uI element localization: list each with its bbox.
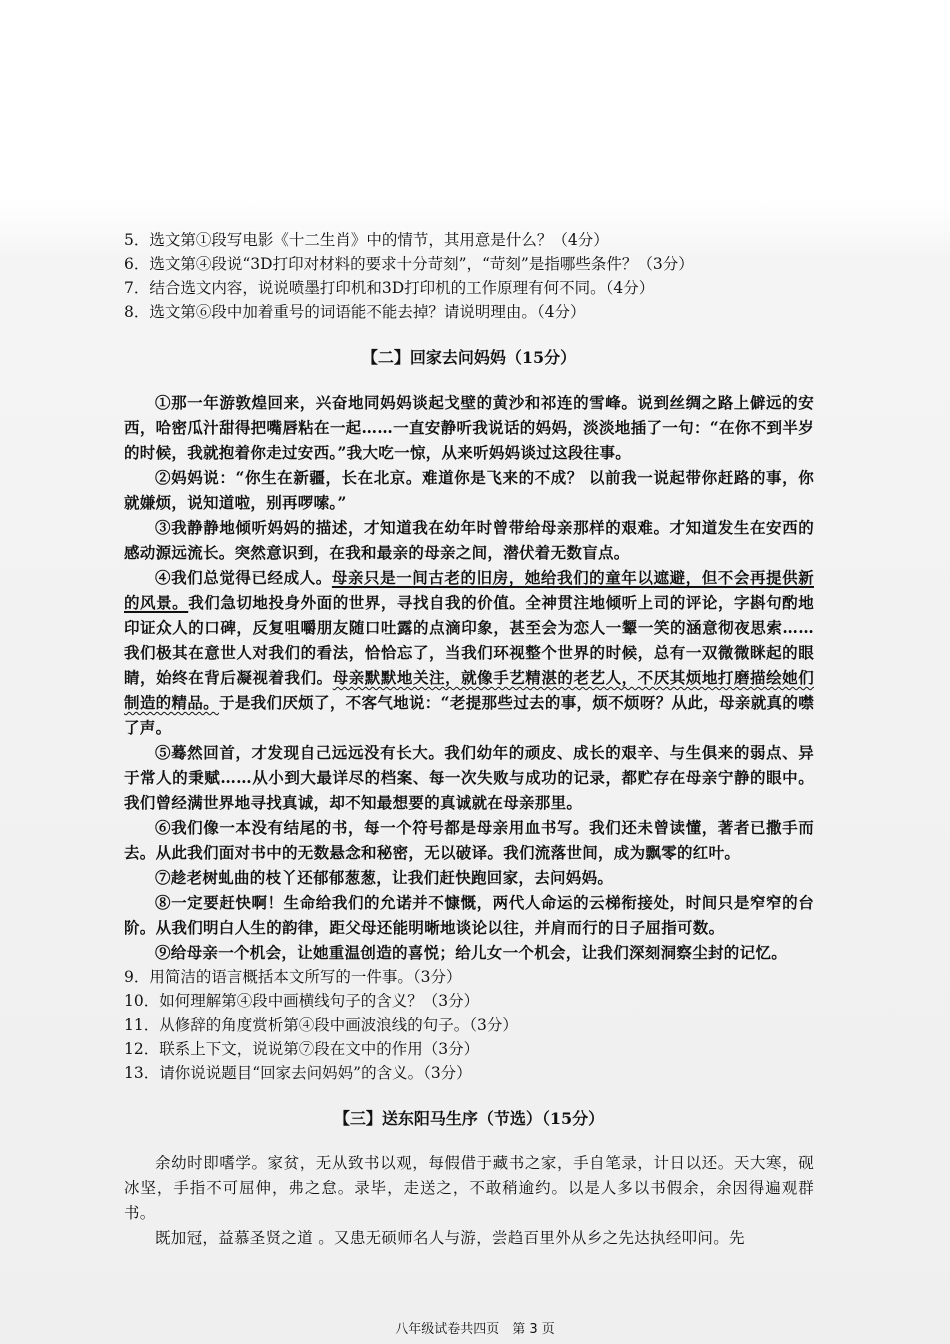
section-2-passage bbox=[124, 390, 814, 965]
question-6: 6．选文第④段说“3D打印对材料的要求十分苛刻”，“苛刻”是指哪些条件？（3分） bbox=[124, 255, 694, 273]
paragraph-6: ⑥我们像一本没有结尾的书，每一个符号都是母亲用血书写。我们还未曾读懂，著者已撒手而去。从此我们面对书中的无数悬念和秘密，无以破译。我们流落世间，成为飘零的红叶。 bbox=[124, 818, 814, 862]
classical-paragraph-2: 既加冠，益慕圣贤之道 。又患无硕师名人与游，尝趋百里外从乡之先达执经叩问。先 bbox=[155, 1229, 745, 1247]
paragraph-4-part-a: ④我们总觉得已经成人。 bbox=[155, 568, 332, 587]
paragraph-4-part-c: 我们急切地投身外面的世界，寻找自我的价值。全神贯注地倾听上司的评论，字斟句酌地印证众人的口碑，反复咀嚼朋友随口吐露的点滴印象，甚至会为恋人一颦一笑的涵意彻夜思索……我们极其在意世人对我们的看法，恰恰忘了，当我们环视整个世界的时候，总有一双微微眯起的眼睛，始终在背后凝视着我们。 bbox=[124, 593, 815, 687]
paragraph-4 bbox=[124, 565, 814, 740]
paragraph-1: ①那一年游敦煌回来，兴奋地同妈妈谈起戈壁的黄沙和祁连的雪峰。说到丝绸之路上僻远的安西，哈密瓜汁甜得把嘴唇粘在一起……一直安静听我说话的妈妈，淡淡地插了一句：“在你不到半岁的时候，我就抱着你走过安西。”我大吃一惊，从来听妈妈谈过这段往事。 bbox=[124, 393, 814, 462]
paragraph-2: ②妈妈说：“你生在新疆，长在北京。难道你是飞来的不成？ 以前我一说起带你赶路的事，你就嫌烦，说知道啦，别再啰嗦。” bbox=[124, 468, 814, 512]
paragraph-3: ③我静静地倾听妈妈的描述，才知道我在幼年时曾带给母亲那样的艰难。才知道发生在安西的感动源远流长。突然意识到，在我和最亲的母亲之间，潜伏着无数盲点。 bbox=[124, 518, 814, 562]
section-3-title: 【三】送东阳马生序（节选）（15分） bbox=[333, 1109, 605, 1128]
question-12: 12．联系上下文，说说第⑦段在文中的作用（3分） bbox=[124, 1040, 480, 1058]
question-9: 9．用简洁的语言概括本文所写的一件事。（3分） bbox=[124, 968, 462, 986]
paragraph-9: ⑨给母亲一个机会，让她重温创造的喜悦；给儿女一个机会，让我们深刻洞察尘封的记忆。 bbox=[155, 943, 788, 962]
question-13: 13．请你说说题目“回家去问妈妈”的含义。（3分） bbox=[124, 1064, 472, 1082]
question-11: 11．从修辞的角度赏析第④段中画波浪线的句子。（3分） bbox=[124, 1016, 518, 1034]
underlined-sentence: 母亲只是一间古老的旧房，她给我们的童年以遮避，但不会再提供新的风景。 bbox=[124, 568, 814, 612]
question-7: 7．结合选文内容，说说喷墨打印机和3D打印机的工作原理有何不同。（4分） bbox=[124, 279, 655, 297]
paragraph-7: ⑦趁老树虬曲的枝丫还郁郁葱葱，让我们赶快跑回家，去问妈妈。 bbox=[155, 868, 614, 887]
paragraph-8: ⑧一定要赶快啊！生命给我们的允诺并不慷慨，两代人命运的云梯衔接处，时间只是窄窄的台阶。从我们明白人生的韵律，距父母还能明晰地谈论以往，并肩而行的日子屈指可数。 bbox=[124, 893, 814, 937]
classical-paragraph-1: 余幼时即嗜学。家贫，无从致书以观，每假借于藏书之家，手自笔录，计日以还。天大寒，砚冰坚，手指不可屈伸，弗之怠。录毕，走送之，不敢稍逾约。以是人多以书假余，余因得遍观群书。 bbox=[124, 1154, 814, 1222]
paragraph-4-part-e: 于是我们厌烦了，不客气地说：“老提那些过去的事，烦不烦呀？从此，母亲就真的噤了声。 bbox=[124, 693, 814, 737]
page-footer: 八年级试卷共四页 第 3 页 bbox=[395, 1322, 555, 1337]
section-3-passage bbox=[124, 1151, 814, 1251]
paragraph-5: ⑤蓦然回首，才发现自己远远没有长大。我们幼年的顽皮、成长的艰辛、与生俱来的弱点、异于常人的秉赋……从小到大最详尽的档案、每一次失败与成功的记录，都贮存在母亲宁静的眼中。我们曾经满世界地寻找真诚，却不知最想要的真诚就在母亲那里。 bbox=[124, 743, 814, 812]
section-2-title: 【二】回家去问妈妈（15分） bbox=[361, 348, 577, 367]
page-content bbox=[124, 228, 814, 1251]
question-8: 8．选文第⑥段中加着重号的词语能不能去掉？请说明理由。（4分） bbox=[124, 303, 586, 321]
wavy-underlined-sentence: 母亲默默地关注，就像手艺精湛的老艺人，不厌其烦地打磨描绘她们制造的精品。 bbox=[124, 668, 814, 712]
question-list-b bbox=[124, 965, 814, 1085]
question-5: 5．选文第①段写电影《十二生肖》中的情节，其用意是什么？（4分） bbox=[124, 231, 609, 249]
question-10: 10．如何理解第④段中画横线句子的含义？（3分） bbox=[124, 992, 480, 1010]
question-list-a bbox=[124, 228, 814, 324]
